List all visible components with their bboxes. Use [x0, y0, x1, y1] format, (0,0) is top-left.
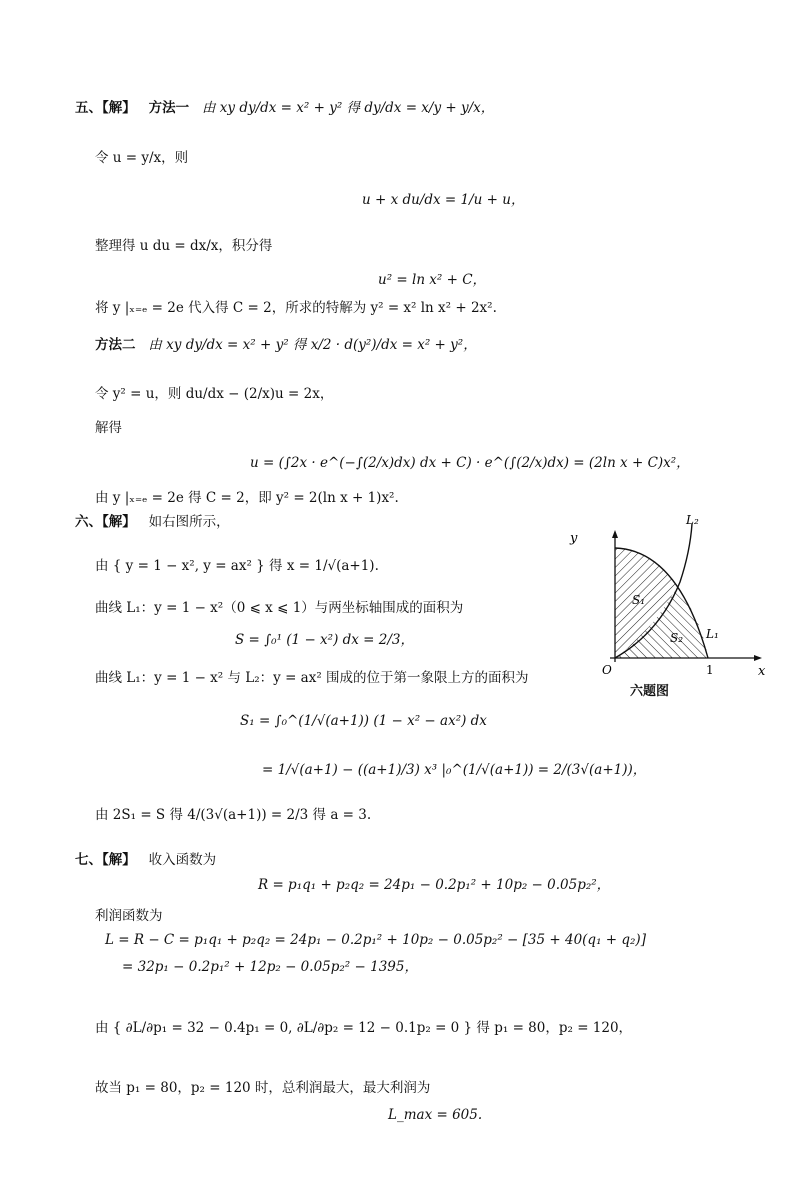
q5-line-1 — [75, 100, 494, 116]
q5-line-6: 将 y |ₓ₌ₑ = 2e 代入得 C = 2，所求的特解为 y² = x² ln x² + 2x². — [95, 300, 497, 316]
q5-line-10: u = (∫2x · e^(−∫(2/x)dx) dx + C) · e^(∫(2/x)dx) = (2ln x + C)x²， — [250, 455, 690, 471]
q5-line-2: 令 u = y/x，则 — [95, 150, 189, 166]
q5-line-11: 由 y |ₓ₌ₑ = 2e 得 C = 2，即 y² = 2(ln x + 1)x². — [95, 490, 399, 506]
q7-line-1: R = p₁q₁ + p₂q₂ = 24p₁ − 0.2p₁² + 10p₂ − 0.05p₂²， — [258, 877, 611, 893]
q7-line-0 — [75, 852, 216, 868]
q5-method1-label: 方法一 — [148, 100, 190, 116]
q6-line-4: 曲线 L₁：y = 1 − x² 与 L₂：y = ax² 围成的位于第一象限上方的面积为 — [95, 670, 529, 686]
label-x: x — [758, 664, 766, 677]
q5-line-9: 解得 — [95, 420, 122, 436]
q7-line-3: L = R − C = p₁q₁ + p₂q₂ = 24p₁ − 0.2p₁² + 10p₂ − 0.05p₂² − [35 + 40(q₁ + q₂)] — [105, 932, 646, 948]
label-s1: S₁ — [632, 593, 646, 607]
q6-line-6: = 1/√(a+1) − ((a+1)/3) x³ |₀^(1/√(a+1)) = 2/(3√(a+1))， — [262, 762, 647, 778]
q7-line-4: = 32p₁ − 0.2p₁² + 12p₂ − 0.05p₂² − 1395， — [122, 959, 418, 975]
q6-line-1: 由 { y = 1 − x², y = ax² } 得 x = 1/√(a+1). — [95, 558, 379, 574]
q6-line-3: S = ∫₀¹ (1 − x²) dx = 2/3， — [235, 632, 415, 648]
q7-line-5: 由 { ∂L/∂p₁ = 32 − 0.4p₁ = 0, ∂L/∂p₂ = 12 − 0.1p₂ = 0 } 得 p₁ = 80，p₂ = 120， — [95, 1020, 633, 1036]
label-s2: S₂ — [670, 631, 684, 645]
q5-heading: 五、【解】 — [75, 100, 136, 116]
label-l1: L₁ — [706, 627, 719, 641]
q5-line-8: 令 y² = u，则 du/dx − (2/x)u = 2x， — [95, 386, 334, 402]
q6-heading: 六、【解】 — [75, 514, 136, 530]
q5-method2-label: 方法二 — [95, 337, 136, 353]
q6-line-2: 曲线 L₁：y = 1 − x²（0 ⩽ x ⩽ 1）与两坐标轴围成的面积为 — [95, 600, 464, 616]
q7-line-7: L_max = 605. — [388, 1107, 483, 1123]
x-axis-arrow — [754, 655, 762, 661]
label-y: y — [570, 531, 578, 546]
q7-line-6: 故当 p₁ = 80，p₂ = 120 时，总利润最大，最大利润为 — [95, 1080, 431, 1096]
q6-figure-svg — [560, 512, 770, 677]
q6-intro: 如右图所示， — [148, 514, 230, 530]
q5-equation-7: 由 xy dy/dx = x² + y² 得 x/2 · d(y²)/dx = x² + y²， — [148, 337, 477, 353]
q5-line-3: u + x du/dx = 1/u + u， — [362, 192, 525, 208]
q7-line-2: 利润函数为 — [95, 908, 163, 924]
y-axis-arrow — [612, 530, 618, 538]
q7-heading: 七、【解】 — [75, 852, 136, 868]
q5-equation-1: 由 xy dy/dx = x² + y² 得 dy/dx = x/y + y/x， — [202, 100, 495, 116]
q5-line-5: u² = ln x² + C， — [378, 272, 487, 288]
label-origin: O — [602, 663, 612, 677]
q6-line-5: S₁ = ∫₀^(1/√(a+1)) (1 − x² − ax²) dx — [240, 713, 487, 729]
label-one: 1 — [706, 663, 714, 677]
q6-figure — [560, 512, 770, 681]
q5-line-7 — [95, 337, 477, 353]
q7-intro: 收入函数为 — [148, 852, 217, 868]
q6-line-7: 由 2S₁ = S 得 4/(3√(a+1)) = 2/3 得 a = 3. — [95, 807, 372, 823]
q6-figure-caption: 六题图 — [630, 684, 670, 699]
label-l2: L₂ — [686, 513, 699, 527]
q5-line-4: 整理得 u du = dx/x，积分得 — [95, 238, 273, 254]
q6-line-0 — [75, 514, 230, 530]
